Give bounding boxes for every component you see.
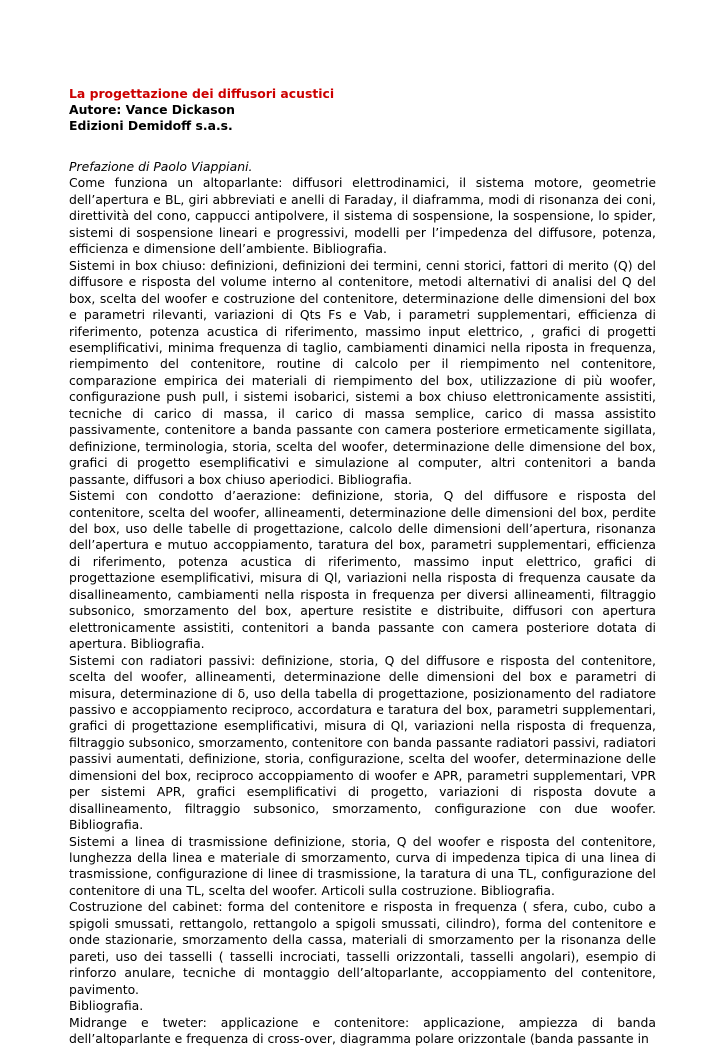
publisher-line: Edizioni Demidoff s.a.s. — [69, 118, 233, 133]
paragraph-bibliography: Bibliografia. — [69, 998, 144, 1014]
document-title: La progettazione dei diffusori acustici — [69, 86, 335, 101]
paragraph-transmission-line: Sistemi a linea di trasmissione definizione, storia, Q del woofer e risposta del contenitore, lunghezza della linea e materiale di smorzamento, curva di impedenza tipica di una linea di trasmissione, configurazione di linee di trasmissione, la taratura di una TL, configurazione del contenitore di una TL, scelta del woofer. Articoli sulla costruzione. Bibliografia. — [69, 833, 656, 898]
paragraph-closed-box: Sistemi in box chiuso: definizioni, definizioni dei termini, cenni storici, fattori di merito (Q) del diffusore e risposta del volume interno al contenitore, metodi alternativi di analisi del Q del box, scelta del woofer e costruzione del contenitore, determinazione delle dimensioni del box e parametri rilevanti, variazioni di Qts Fs e Vab, i parametri supplementari, efficienza di riferimento, potenza acustica di riferimento, massimo input elettrico, , grafici di progetti esemplificativi, minima frequenza di taglio, cambiamenti dinamici nella riposta in frequenza, riempimento del contenitore, routine di calcolo per il riempimento nel contenitore, comparazione empirica dei materiali di riempimento del box, utilizzazione di più woofer, configurazione push pull, i sistemi isobarici, sistemi a box chiuso elettronicamente assistiti, tecniche di carico di massa, il carico di massa semplice, carico di massa assistito passivamente, contenitore a banda passante con camera posteriore ermeticamente sigillata, definizione, terminologia, storia, scelta del woofer, determinazione delle dimensione del box, grafici di progetto esemplificativi e simulazione al computer, altri contenitori a banda passante, diffusori a box chiuso aperiodici. Bibliografia. — [69, 257, 656, 487]
paragraph-how-speaker-works: Come funziona un altoparlante: diffusori elettrodinamici, il sistema motore, geometrie dell’apertura e BL, giri abbreviati e anelli di Faraday, il diaframma, modi di risonanza dei coni, direttività del cono, cappucci antipolvere, il sistema di sospensione, la sospensione, lo spider, sistemi di sospensione lineari e progressivi, modelli per l’impedenza del diffusore, potenza, efficienza e dimensione dell’ambiente. Bibliografia. — [69, 175, 656, 257]
preface-line: Prefazione di Paolo Viappiani. — [69, 159, 253, 174]
author-line: Autore: Vance Dickason — [69, 102, 235, 117]
paragraph-passive-radiators: Sistemi con radiatori passivi: definizione, storia, Q del diffusore e risposta del contenitore, scelta del woofer, allineamenti, determinazione delle dimensioni del box e parametri di misura, determinazione di δ, uso della tabella di progettazione, posizionamento del radiatore passivo e accoppiamento reciproco, accordatura e taratura del box, parametri supplementari, grafici di progettazione esemplificativi, misura di Ql, variazioni nella risposta di frequenza, filtraggio subsonico, smorzamento, contenitore con banda passante radiatori passivi, radiatori passivi aumentati, definizione, storia, configurazione, scelta del woofer, determinazione delle dimensioni del box, reciproco accoppiamento di woofer e APR, parametri supplementari, VPR per sistemi APR, grafici esemplificativi di progetto, variazioni di risposta dovute a disallineamento, filtraggio subsonico, smorzamento, configurazione con due woofer. Bibliografia. — [69, 652, 656, 833]
paragraph-midrange-tweeter: Midrange e tweter: applicazione e contenitore: applicazione, ampiezza di banda dell’altoparlante e frequenza di cross-over, diagramma polare orizzontale (banda passante in — [69, 1014, 656, 1047]
paragraph-cabinet-construction: Costruzione del cabinet: forma del contenitore e risposta in frequenza ( sfera, cubo, cubo a spigoli smussati, rettangolo, rettangolo a spigoli smussati, cilindro), forma del contenitore e onde stazionarie, smorzamento della cassa, materiali di smorzamento per la risonanza delle pareti, uso dei tasselli ( tasselli incrociati, tasselli orizzontali, tasselli angolari), esempio di rinforzo anulare, tecniche di montaggio dell’altoparlante, accoppiamento del contenitore, pavimento. — [69, 899, 656, 997]
document-header — [69, 86, 659, 134]
document-body — [69, 159, 656, 1047]
paragraph-vented-box: Sistemi con condotto d’aerazione: definizione, storia, Q del diffusore e risposta del contenitore, scelta del woofer, allineamenti, determinazione delle dimensioni del box, perdite del box, uso delle tabelle di progettazione, calcolo delle dimensioni dell’apertura, risonanza dell’apertura e mutuo accoppiamento, taratura del box, parametri supplementari, efficienza di riferimento, potenza acustica di riferimento, massimo input elettrico, grafici di progettazione esemplificativi, misura di Ql, variazioni nella risposta di frequenza causate da disallineamento, cambiamenti nella risposta in frequenza per diversi allineamenti, filtraggio subsonico, smorzamento del box, aperture resistite e distribuite, diffusori con apertura elettronicamente assistiti, contenitori a banda passante con camera posteriore dotata di apertura. Bibliografia. — [69, 488, 656, 652]
